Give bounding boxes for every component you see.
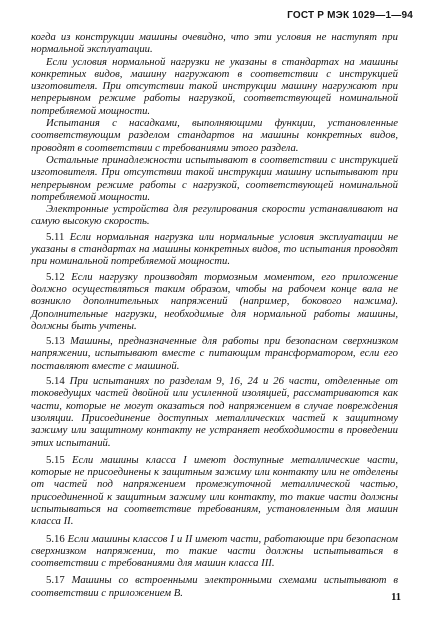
paragraph — [31, 117, 398, 154]
paragraph — [31, 56, 398, 117]
clause-text: Если нагрузку производят тормозным моментом, его приложение должно осуществляться таким образом, чтобы на рабочем конце вала не возникло дополнительных напряжений (например, бокового нажима). Дополнительные нагрузки, необходимые для нормальной работы машины, должны быть учтены. — [31, 270, 399, 332]
paragraph-text: когда из конструкции машины очевидно, что эти условия не наступят при нормальной эксплуатации. — [31, 31, 398, 56]
clause-5-15 — [31, 454, 398, 528]
clause-text: При испытаниях по разделам 9, 16, 24 и 26 части, отделенные от токоведущих частей двойной или усиленной изоляцией, рассматриваются как части, которые не могут оказаться под напряжением в случае повреждения изоляции. Присоединение доступных металлических частей к защитному зажиму или защитному контакту не устраняет необходимости в проведении этих испытаний. — [31, 375, 399, 449]
paragraph-text: Если условия нормальной нагрузки не указаны в стандартах на машины конкретных видов, машину нагружают в соответствии с инструкцией изготовителя. При отсутствии такой инструкции машину нагружают при непрерывном режиме работы нагрузкой, соответствующей номинальной потребляемой мощности. — [31, 55, 398, 117]
paragraph — [31, 203, 398, 228]
paragraph-text: Остальные принадлежности испытывают в соответствии с инструкцией изготовителя. При отсутствии такой инструкции машину испытывают при непрерывном режиме работы с нагрузкой, соответствующей номинальной потребляемой мощности. — [31, 153, 398, 203]
standard-header: ГОСТ Р МЭК 1029—1—94 — [287, 10, 413, 21]
clause-text: Если машины класса I имеют доступные металлические части, которые не присоединены к защитным зажиму или контакту или не отделены от частей под напряжением промежуточной металлической частью, присоединенной к защитным зажиму или контакту, то такие части должны испытываться на соответствие требованиям, установленным для машин класса II. — [31, 453, 399, 528]
body-text — [31, 31, 398, 599]
clause-number: 5.12 — [46, 270, 65, 283]
paragraph-continuation — [31, 31, 398, 56]
clause-number: 5.17 — [46, 574, 65, 587]
clause-text: Если нормальная нагрузка или нормальные условия эксплуатации не указаны в стандартах на машины конкретных видов, то испытания проводят при номинальной потребляемой мощности. — [31, 230, 398, 268]
paragraph-text: Испытания с насадками, выполняющими функции, установленные соответствующим разделом стандартов на машины конкретных видов, проводят в соответствии с требованиями этого раздела. — [31, 117, 398, 154]
clause-number: 5.14 — [46, 375, 65, 388]
clause-5-17 — [31, 574, 398, 599]
clause-number: 5.15 — [46, 453, 65, 466]
clause-text: Машины, предназначенные для работы при безопасном сверхнизком напряжении, испытывают вместе с питающим трансформатором, если его поставляют вместе с машиной. — [31, 335, 399, 372]
clause-text: Если машины классов I и II имеют части, работающие при безопасном сверхнизком напряжении, то такие части должны испытываться в соответствии с требованиями для машин класса III. — [31, 532, 398, 570]
paragraph-text: Электронные устройства для регулирования скорости устанавливают на самую высокую скорость. — [31, 203, 398, 228]
page-number: 11 — [391, 592, 401, 603]
clause-number: 5.11 — [46, 230, 65, 243]
clause-number: 5.13 — [46, 335, 65, 348]
clause-text: Машины со встроенными электронными схемами испытывают в соответствии с приложением В. — [31, 574, 399, 599]
clause-5-12 — [31, 271, 398, 332]
paragraph — [31, 154, 398, 203]
clause-5-14 — [31, 375, 398, 449]
clause-number: 5.16 — [46, 532, 65, 545]
clause-5-11 — [31, 231, 398, 268]
clause-5-13 — [31, 335, 398, 372]
clause-5-16 — [31, 533, 398, 570]
